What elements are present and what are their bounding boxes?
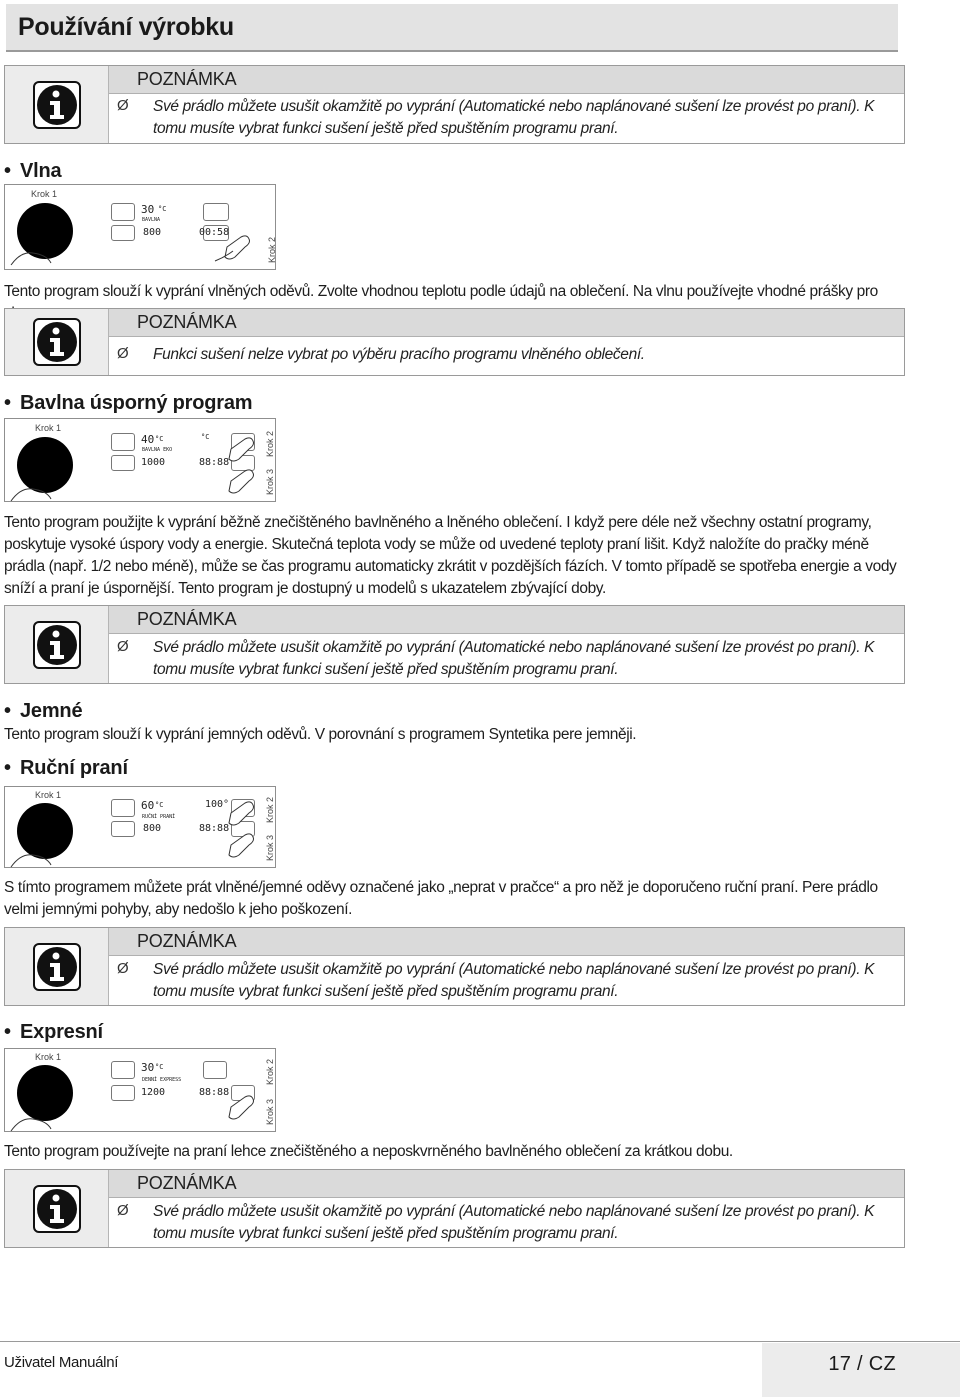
display-time: 88:88 [199, 457, 230, 468]
note-box [4, 605, 905, 684]
paragraph: Tento program slouží k vyprání vlněných oděvů. Zvolte vhodnou teplotu podle údajů na oblečení. Na vlnu používejte vhodné prášky pro [4, 283, 878, 300]
page-title: Používání výrobku [18, 13, 234, 41]
step-label: Krok 2 [265, 796, 275, 823]
control-panel-figure: Krok 1 60 °C 100° RUČNÍ PRANÍ 800 88:88 Krok 2 Krok 3 [4, 786, 276, 868]
note-text: Své prádlo můžete usušit okamžitě po vyprání (Automatické nebo naplánované sušení lze provést po praní). K tomu musíte vybrat funkci sušení ještě před spuštěním programu praní. [153, 961, 875, 1000]
footer-manual-title: Uživatel Manuální [4, 1354, 119, 1371]
display-time: 00:58 [199, 227, 230, 238]
info-icon [33, 621, 81, 669]
paragraph: Tento program použijte k vyprání běžně znečištěného bavlněného a lněného oblečení. I když pere déle než všechny ostatní programy, poskytuje vysoké úspory vody a energie. Skutečná teplota vody se může od uvedené teploty praní lišit. Když naložíte do pračky méně prádla (např. 1/2 nebo méně), může se čas programu automaticky zkrátit v pozdějších fázích. V tomto případě se spotřeba energie a vody sníží a praní je úspornější. Tento program je dostupný u modelů s ukazatelem zbývající doby. [4, 514, 897, 597]
note-heading: POZNÁMKA [137, 69, 237, 89]
control-panel-figure: Krok 1 30 °C BAVLNA 800 00:58 Krok 2 [4, 184, 276, 270]
display-program: RUČNÍ PRANÍ [142, 814, 176, 820]
step-label: Krok 3 [265, 834, 275, 861]
note-box [4, 1169, 905, 1248]
arrow-bullet-icon: Ø [117, 97, 129, 114]
hand-pointer-icon [5, 1057, 277, 1133]
step-label: Krok 2 [267, 236, 277, 263]
display-temperature: 40 [141, 433, 155, 446]
section-heading-expresni: • Expresní [4, 1021, 103, 1043]
step-label: Krok 3 [265, 1098, 275, 1125]
footer-page-box [762, 1343, 960, 1397]
note-box [4, 308, 905, 376]
paragraph: Tento program slouží k vyprání jemných oděvů. V porovnání s programem Syntetika pere jemněji. [4, 726, 637, 743]
paragraph: Tento program používejte na praní lehce znečištěného a neposkvrněného bavlněného oblečení za krátkou dobu. [4, 1143, 733, 1160]
arrow-bullet-icon: Ø [117, 345, 129, 362]
note-text: Své prádlo můžete usušit okamžitě po vyprání (Automatické nebo naplánované sušení lze provést po praní). K tomu musíte vybrat funkci sušení ještě před spuštěním programu praní. [153, 1203, 875, 1242]
note-text: Své prádlo můžete usušit okamžitě po vyprání (Automatické nebo naplánované sušení lze provést po praní). K tomu musíte vybrat funkci sušení ještě před spuštěním programu praní. [153, 98, 875, 137]
display-temperature: 30 [141, 203, 155, 216]
display-spin: 800 [143, 227, 162, 238]
display-program: BAVLNA [142, 217, 161, 223]
control-panel-figure: Krok 1 30 °C DENNÍ EXPRESS 1200 88:88 Krok 2 Krok 3 [4, 1048, 276, 1132]
page-header [6, 4, 898, 52]
display-time: 88:88 [199, 1087, 230, 1098]
section-heading-rucni-prani: • Ruční praní [4, 757, 128, 779]
note-text: Své prádlo můžete usušit okamžitě po vyprání (Automatické nebo naplánované sušení lze provést po praní). K tomu musíte vybrat funkci sušení ještě před spuštěním programu praní. [153, 639, 875, 678]
arrow-bullet-icon: Ø [117, 1202, 129, 1219]
step-label: Krok 2 [265, 430, 275, 457]
note-heading: POZNÁMKA [137, 1173, 237, 1193]
hand-pointer-icon [5, 225, 277, 271]
section-heading-jemne: • Jemné [4, 700, 83, 722]
footer-divider [0, 1341, 960, 1342]
info-icon [33, 943, 81, 991]
step-label: Krok 1 [35, 790, 62, 800]
step-label: Krok 1 [35, 423, 62, 433]
note-text: Funkci sušení nelze vybrat po výběru pracího programu vlněného oblečení. [153, 346, 645, 363]
display-temperature: 30 [141, 1061, 155, 1074]
display-spin: 1000 [141, 457, 166, 468]
info-icon [33, 318, 81, 366]
display-temperature: 60 [141, 799, 155, 812]
note-heading: POZNÁMKA [137, 609, 237, 629]
display-program: DENNÍ EXPRESS [142, 1077, 182, 1083]
display-time: 88:88 [199, 823, 230, 834]
display-spin: 800 [143, 823, 162, 834]
note-box [4, 65, 905, 144]
section-heading-bavlna-eco: • Bavlna úsporný program [4, 392, 253, 414]
info-icon [33, 81, 81, 129]
note-heading: POZNÁMKA [137, 312, 237, 332]
display-program: BAVLNA EKO [142, 447, 173, 453]
section-heading-vlna: • Vlna [4, 160, 62, 182]
paragraph: S tímto programem můžete prát vlněné/jemné oděvy označené jako „neprat v pračce“ a pro něž je doporučeno ruční praní. Pere prádlo velmi jemnými pohyby, aby nedošlo k jeho poškození. [4, 879, 878, 918]
step-label: Krok 1 [35, 1052, 62, 1062]
hand-pointer-icon [5, 429, 277, 503]
step-label: Krok 2 [265, 1058, 275, 1085]
hand-pointer-icon [5, 795, 277, 869]
control-panel-figure: Krok 1 40 °C °C BAVLNA EKO 1000 88:88 Krok 2 Krok 3 [4, 418, 276, 502]
display-spin: 1200 [141, 1087, 166, 1098]
page-number: 17 / CZ [828, 1353, 896, 1375]
arrow-bullet-icon: Ø [117, 638, 129, 655]
step-label: Krok 1 [31, 189, 58, 199]
arrow-bullet-icon: Ø [117, 960, 129, 977]
note-box [4, 927, 905, 1006]
note-heading: POZNÁMKA [137, 931, 237, 951]
info-icon [33, 1185, 81, 1233]
step-label: Krok 3 [265, 468, 275, 495]
